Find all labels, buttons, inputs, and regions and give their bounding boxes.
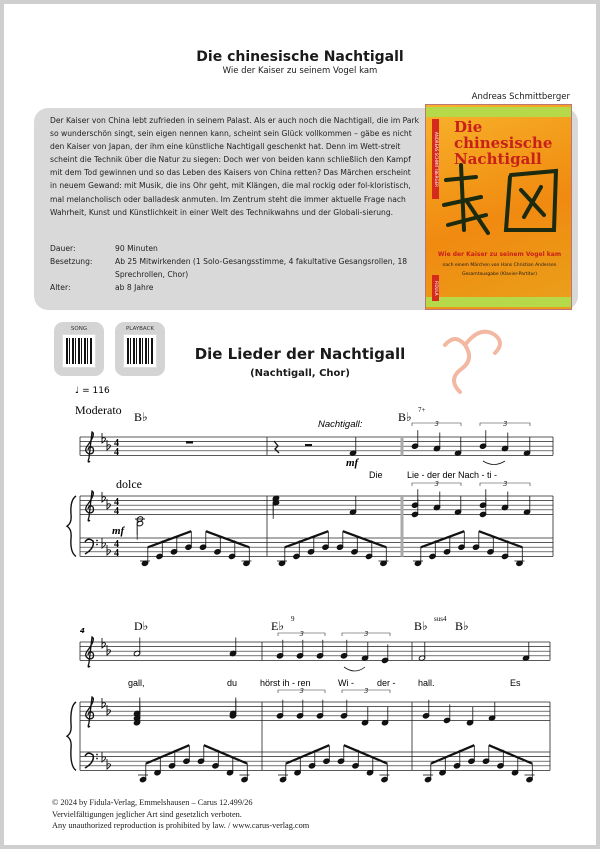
treble-clef-icon [86,697,94,727]
chord-symbol: B♭ [414,619,428,633]
chord-extension: 7+ [418,406,426,414]
beam [286,745,330,763]
triplet-number: 3 [299,687,304,695]
treble-clef-icon [86,637,94,667]
fact-key: Dauer: [50,244,76,253]
treble-clef-icon [86,491,94,521]
page-subtitle: Wie der Kaiser zu seinem Vogel kam [222,66,378,76]
cover-publisher-strip: FIDULA [432,275,439,301]
beam [489,745,533,763]
lyric: gall, [128,678,145,688]
flat-icon [107,759,111,769]
triplet-number: 3 [503,480,508,488]
bass-clef-dot [96,540,98,542]
flat-icon [107,545,111,555]
time-signature: 4 [114,506,119,517]
triplet-number: 3 [299,630,304,638]
cover-title: Die chinesische Nachtigall [454,118,553,168]
time-signature: 4 [114,447,119,458]
chord-symbol: E♭ [271,619,284,633]
fact-key: Alter: [50,283,71,293]
triplet-number: 3 [364,630,369,638]
fact-value: Ab 25 Mitwirkenden (1 Solo-Gesangsstimme, 4 fakultative Gesangsrollen, 18 Sprechrollen, Chor) [115,257,408,280]
slur [483,461,505,465]
beam [148,531,192,547]
footer [52,797,309,832]
treble-clef-icon [86,432,94,462]
triplet-number: 3 [434,420,439,428]
chord-symbol: D♭ [134,619,149,633]
cover-note: nach einem Märchen von Hans Christian Andersen [442,263,557,268]
beam [343,531,387,547]
lyric: der - [377,678,396,688]
dragon-icon [445,332,500,392]
bass-clef-dot [96,758,98,760]
cover-author-strip: ANDREAS SCHMITTBERGER [432,119,439,199]
expression: dolce [116,477,142,491]
beam [479,531,523,547]
lyric: Lie - der der Nach - ti - [407,470,498,480]
quarter-rest [274,441,279,453]
tempo-marking: ♩ = 116 [75,386,110,396]
chord-symbol: B♭ [455,619,469,633]
fact-key: Besetzung: [50,257,93,267]
bass-clef-dot [96,544,98,546]
description: Der Kaiser von China lebt zufrieden in seinem Palast. Als er auch noch die Nachtigall, die im Park so wunderschön singt, sein eigen nennen kann, scheint sein Glück vollkommen – gäbe es nicht den Kaiser von Japan, der ihm eine künstliche Nachtigall geschenkt hat. Denn im Wett-streit scheint die Technik über die Natur zu siegen: Doch wer von beiden kann schließlich den Kampf mit dem Tod gewinnen und so das Leben des Kaisers von China retten? Das Märchen erscheint in neuem Gewand: mit Musik, die ins Ohr geht, mit Klängen, die mal rockig oder fol-kloristisch, mal melancholisch oder balladesk anmuten. Im Zentrum steht die immer aktuelle Frage nach Wahrheit, Kunst und Künstlichkeit in einer Welt des Technikwahns und der Globali-sierung. [50,116,420,217]
beam [204,745,248,763]
dynamic-mf: mf [346,457,359,469]
tempo-word: Moderato [75,403,122,417]
flat-icon [102,752,106,762]
beam [206,531,250,547]
dynamic-mf: mf [112,525,125,537]
author: Andreas Schmittberger [471,92,570,102]
copyright-notice-de: Vervielfältigungen jeglicher Art sind gesetzlich verboten. [52,809,242,819]
qr-label: PLAYBACK [125,326,155,332]
song-title: Die Lieder der Nachtigall [194,345,406,363]
brace-icon [67,702,76,770]
time-signature: 4 [114,497,119,508]
time-signature: 4 [114,438,119,449]
fact-value: 90 Minuten [115,244,158,253]
measure-number: 4 [80,627,85,635]
page-title: Die chinesische Nachtigall [196,49,404,65]
bass-clef-dot [96,754,98,756]
slur [344,667,365,671]
copyright: © 2024 by Fidula-Verlag, Emmelshausen – Carus 12.499/26 [52,798,253,807]
triplet-number: 3 [364,687,369,695]
song-subtitle: (Nachtigall, Chor) [250,368,350,379]
triplet-number: 3 [434,480,439,488]
flat-icon [102,538,106,548]
lyric: hörst ih - ren [260,678,311,688]
triplet-number: 3 [503,420,508,428]
role-label: Nachtigall: [318,419,363,430]
fact-value: ab 8 Jahre [115,283,154,293]
beam [421,531,465,547]
qr-label: SONG [70,326,88,332]
whole-rest [186,441,193,444]
half-rest [305,444,312,447]
brace-icon [67,496,76,556]
time-signature: 4 [114,548,119,559]
cover-edition: Gesamtausgabe (Klavier-Partitur) [461,272,538,277]
lyric: Wi - [338,678,354,688]
lyric: du [227,678,238,688]
chord-extension: 9 [291,615,295,623]
lyric: hall. [418,678,435,688]
cover-subtitle: Wie der Kaiser zu seinem Vogel kam [437,251,562,258]
time-signature: 4 [114,539,119,550]
beam [344,745,388,763]
beam [146,745,190,763]
lyric: Es [510,678,521,688]
lyric: Die [369,470,383,480]
chord-symbol: B♭ [398,410,412,424]
beam [431,745,475,763]
chord-symbol: B♭ [134,410,148,424]
beam [285,531,329,547]
chord-extension: sus4 [434,615,447,623]
copyright-notice-en: Any unauthorized reproduction is prohibited by law. / www.carus-verlag.com [52,821,310,830]
